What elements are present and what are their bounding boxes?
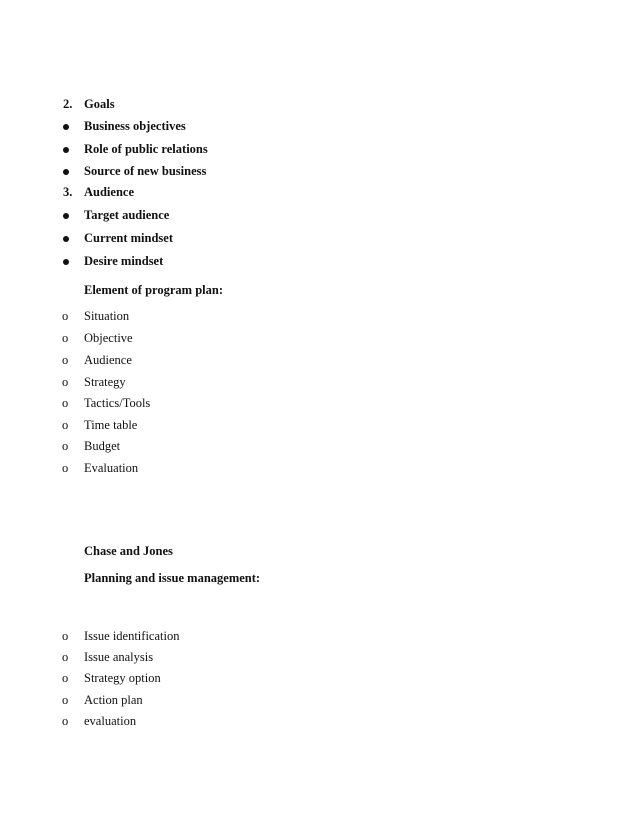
circle-bullet-icon: o — [62, 396, 69, 410]
audience-item-text: Desire mindset — [84, 254, 164, 268]
goals-item-text: Source of new business — [84, 164, 207, 178]
audience-item-text: Current mindset — [84, 231, 174, 245]
bullet-dot-icon — [63, 253, 69, 269]
circle-bullet-icon: o — [62, 375, 69, 389]
program-plan-heading: Element of program plan: — [84, 283, 223, 297]
bullet-dot-icon — [63, 163, 69, 179]
circle-bullet-icon: o — [62, 439, 69, 453]
audience-number: 3. — [63, 185, 73, 199]
issue-management-item-text: Strategy option — [84, 671, 161, 685]
issue-management-item-text: Action plan — [84, 693, 143, 707]
program-plan-item-text: Strategy — [84, 375, 126, 389]
program-plan-item-text: Tactics/Tools — [84, 396, 151, 410]
bullet-dot-icon — [63, 141, 69, 157]
issue-management-item-text: Issue analysis — [84, 650, 154, 664]
circle-bullet-icon: o — [62, 418, 69, 432]
circle-bullet-icon: o — [62, 461, 69, 475]
issue-management-item-text: Issue identification — [84, 629, 180, 643]
circle-bullet-icon: o — [62, 353, 69, 367]
audience-item-text: Target audience — [84, 208, 170, 222]
issue-management-heading: Planning and issue management: — [84, 571, 261, 585]
program-plan-item-text: Objective — [84, 331, 133, 345]
program-plan-item-text: Time table — [84, 418, 138, 432]
bullet-dot-icon — [63, 118, 69, 134]
circle-bullet-icon: o — [62, 650, 69, 664]
bullet-dot-icon — [63, 230, 69, 246]
circle-bullet-icon: o — [62, 693, 69, 707]
bullet-dot-icon — [63, 207, 69, 223]
goals-item-text: Role of public relations — [84, 142, 208, 156]
audience-heading: Audience — [84, 185, 134, 199]
goals-item-text: Business objectives — [84, 119, 186, 133]
circle-bullet-icon: o — [62, 714, 69, 728]
circle-bullet-icon: o — [62, 309, 69, 323]
program-plan-item-text: Situation — [84, 309, 130, 323]
goals-number: 2. — [63, 97, 73, 111]
issue-management-item-text: evaluation — [84, 714, 137, 728]
circle-bullet-icon: o — [62, 671, 69, 685]
circle-bullet-icon: o — [62, 629, 69, 643]
circle-bullet-icon: o — [62, 331, 69, 345]
chase-jones-heading: Chase and Jones — [84, 544, 173, 558]
program-plan-item-text: Evaluation — [84, 461, 139, 475]
program-plan-item-text: Budget — [84, 439, 121, 453]
program-plan-item-text: Audience — [84, 353, 132, 367]
goals-heading: Goals — [84, 97, 115, 111]
